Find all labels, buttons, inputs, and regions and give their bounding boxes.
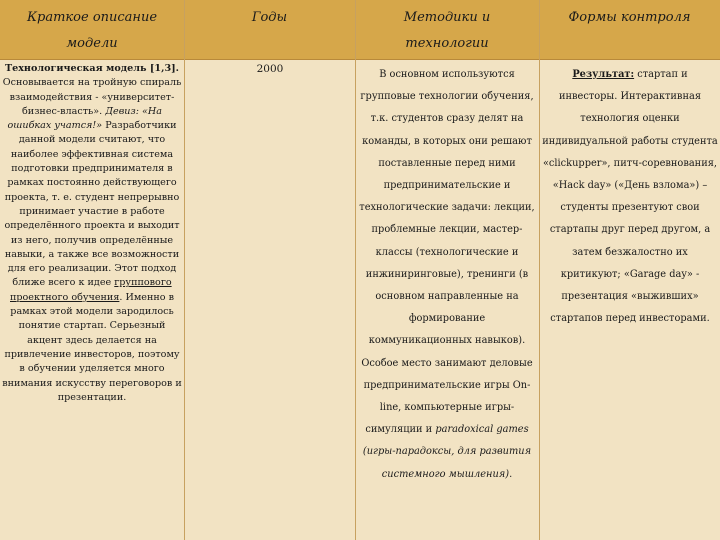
column-divider xyxy=(355,0,356,540)
header-control-label: Формы контроля xyxy=(568,10,691,25)
header-years xyxy=(184,0,355,59)
header-methods-line2: технологии xyxy=(405,36,489,51)
header-years-label: Годы xyxy=(251,10,288,25)
column-divider xyxy=(184,0,185,540)
column-divider xyxy=(539,0,540,540)
header-methods-line1: Методики и xyxy=(403,10,491,25)
control-cell xyxy=(542,64,718,330)
model-title: Технологическая модель [1,3]. xyxy=(4,63,180,74)
methods-italic-text: paradoxical games (игры-парадоксы, для развития системного мышления). xyxy=(362,424,532,480)
header-description-line1: Краткое описание xyxy=(26,10,158,25)
control-text: стартап и инвесторы. Интерактивная технология оценки индивидуальной работы студента «clickupper», питч-соревнования, «Hack day» («День взлома») – студенты презентуют свои стартапы друг перед другом, а затем безжалостно их критикуют; «Garage day» - презентация «выживших» стартапов перед инвесторами. xyxy=(542,69,718,325)
header-description xyxy=(0,0,184,59)
control-result-label: Результат: xyxy=(572,69,635,80)
model-motto: Девиз: «На ошибках учатся!» xyxy=(7,105,162,132)
model-underlined-term: группового проектного обучения xyxy=(10,277,172,303)
model-text-c: . Именно в рамках этой модели зародилось понятие стартап. Серьезный акцент здесь делается на привлечение инвесторов, поэтому в обучении уделяется много внимания искусству переговоров и презентации. xyxy=(2,291,182,403)
header-description-line2: модели xyxy=(66,36,118,51)
methods-text: В основном используются групповые технологии обучения, т.к. студентов сразу делят на команды, в которых они решают поставленные перед ними предпринимательские и технологические задачи: лекции, проблемные лекции, мастер-классы (технологические и инжиниринговые), тренинги (в основном направленные на формирование коммуникационных навыков). Особое место занимают деловые предпринимательские игры On-line, компьютерные игры-симуляции и xyxy=(359,69,535,436)
model-text-a: Основывается на тройную спираль взаимодействия - «университет-бизнес-власть». xyxy=(2,77,182,117)
year-value: 2000 xyxy=(256,63,284,75)
model-text-b: Разработчики данной модели считают, что наиболее эффективная система подготовки предпринимателя в рамках постоянно действующего проекта, т. е. студент непрерывно принимает участие в работе определённого проекта и выходит из него, получив определённые навыки, а также все возможности для его реализации. Этот подход ближе всего к идее xyxy=(4,120,180,289)
model-description-cell xyxy=(2,62,182,405)
methods-cell xyxy=(358,64,536,486)
year-cell xyxy=(190,63,350,75)
header-control xyxy=(539,0,720,59)
header-methods xyxy=(355,0,539,59)
